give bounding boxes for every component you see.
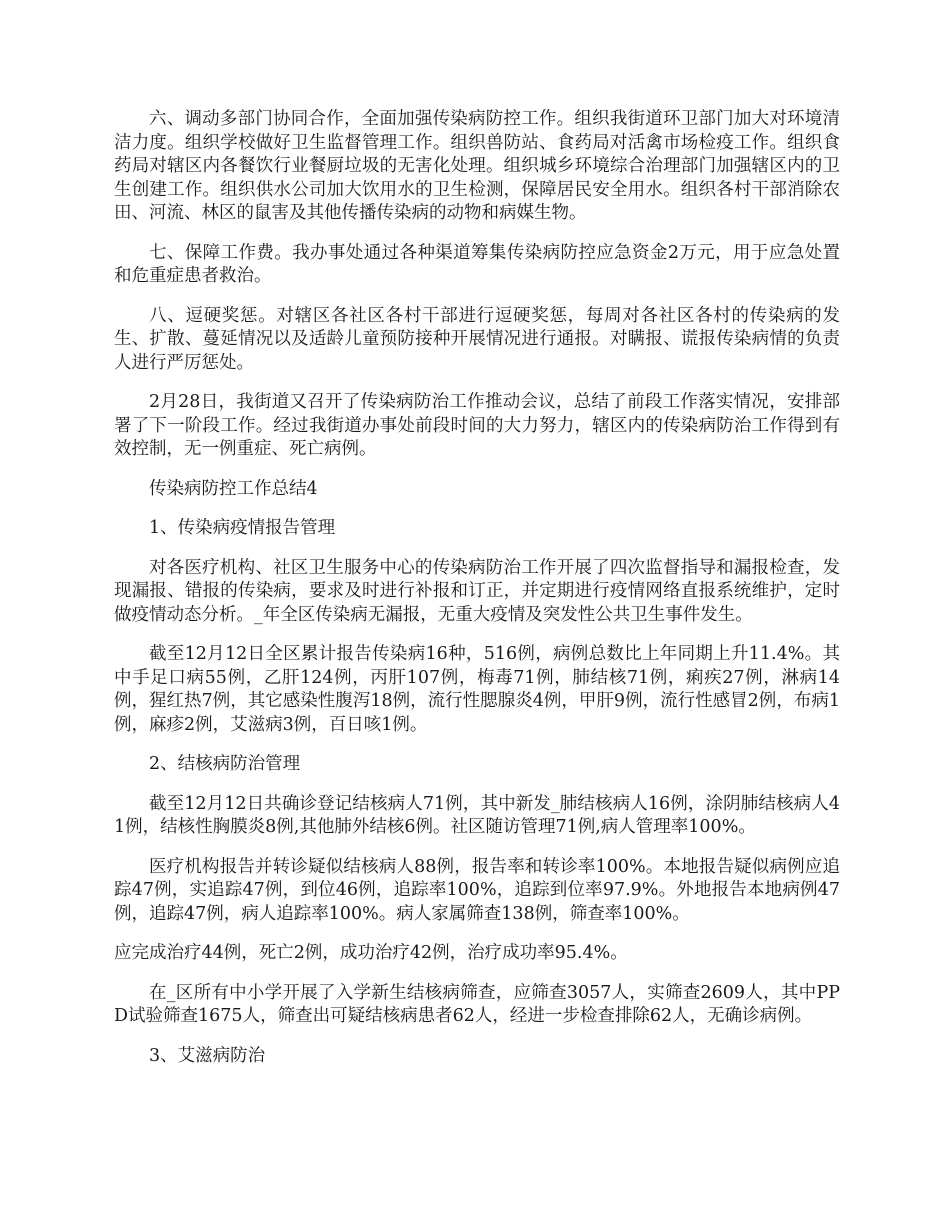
document-page: [114, 108, 840, 1084]
paragraph-report-management: 对各医疗机构、社区卫生服务中心的传染病防治工作开展了四次监督指导和漏报检查，发现漏报、错报的传染病，要求及时进行补报和订正，并定期进行疫情网络直报系统维护，定时做疫情动态分析。_年全区传染病无漏报，无重大疫情及突发性公共卫生事件发生。: [114, 557, 840, 625]
section-heading-3: 3、艾滋病防治: [149, 1045, 266, 1066]
paragraph-tb-treatment: 应完成治疗44例，死亡2例，成功治疗42例，治疗成功率95.4%。: [114, 943, 628, 963]
paragraph-section-8: 八、逗硬奖惩。对辖区各社区各村干部进行逗硬奖惩，每周对各社区各村的传染病的发生、扩散、蔓延情况以及适龄儿童预防接种开展情况进行通报。对瞒报、谎报传染病情的负责人进行严厉惩处。: [114, 305, 840, 373]
paragraph-section-6: 六、调动多部门协同合作，全面加强传染病防控工作。组织我街道环卫部门加大对环境清洁力度。组织学校做好卫生监督管理工作。组织兽防站、食药局对活禽市场检疫工作。组织食药局对辖区内各餐饮行业餐厨垃圾的无害化处理。组织城乡环境综合治理部门加强辖区内的卫生创建工作。组织供水公司加大饮用水的卫生检测，保障居民安全用水。组织各村干部消除农田、河流、林区的鼠害及其他传播传染病的动物和病媒生物。: [114, 109, 840, 223]
section-heading-2: 2、结核病防治管理: [149, 754, 301, 774]
document-title: 传染病防控工作总结4: [149, 478, 318, 499]
paragraph-tb-registration: 截至12月12日共确诊登记结核病人71例，其中新发_肺结核病人16例，涂阴肺结核病人41例，结核性胸膜炎8例,其他肺外结核6例。社区随访管理71例,病人管理率100%。: [114, 793, 840, 837]
paragraph-meeting-summary: 2月28日，我街道又召开了传染病防治工作推动会议，总结了前段工作落实情况，安排部署了下一阶段工作。经过我街道办事处前段时间的大力努力，辖区内的传染病防治工作得到有效控制，无一例重症、死亡病例。: [114, 392, 840, 459]
paragraph-tb-referral: 医疗机构报告并转诊疑似结核病人88例，报告率和转诊率100%。本地报告疑似病例应追踪47例，实追踪47例，到位46例，追踪率100%，追踪到位率97.9%。外地报告本地病例47例，追踪47例，病人追踪率100%。病人家属筛查138例，筛查率100%。: [114, 856, 840, 924]
paragraph-section-7: 七、保障工作费。我办事处通过各种渠道筹集传染病防控应急资金2万元，用于应急处置和危重症患者救治。: [114, 242, 840, 286]
paragraph-case-statistics: 截至12月12日全区累计报告传染病16种，516例，病例总数比上年同期上升11.4%。其中手足口病55例，乙肝124例，丙肝107例，梅毒71例，肺结核71例，痢疾27例，淋病14例，猩红热7例，其它感染性腹泻18例，流行性腮腺炎4例，甲肝9例，流行性感冒2例，布病1例，麻疹2例，艾滋病3例，百日咳1例。: [114, 644, 840, 735]
paragraph-school-screening: 在_区所有中小学开展了入学新生结核病筛查，应筛查3057人，实筛查2609人，其中PPD试验筛查1675人，筛查出可疑结核病患者62人，经进一步检查排除62人，无确诊病例。: [114, 982, 840, 1026]
section-heading-1: 1、传染病疫情报告管理: [149, 518, 336, 538]
